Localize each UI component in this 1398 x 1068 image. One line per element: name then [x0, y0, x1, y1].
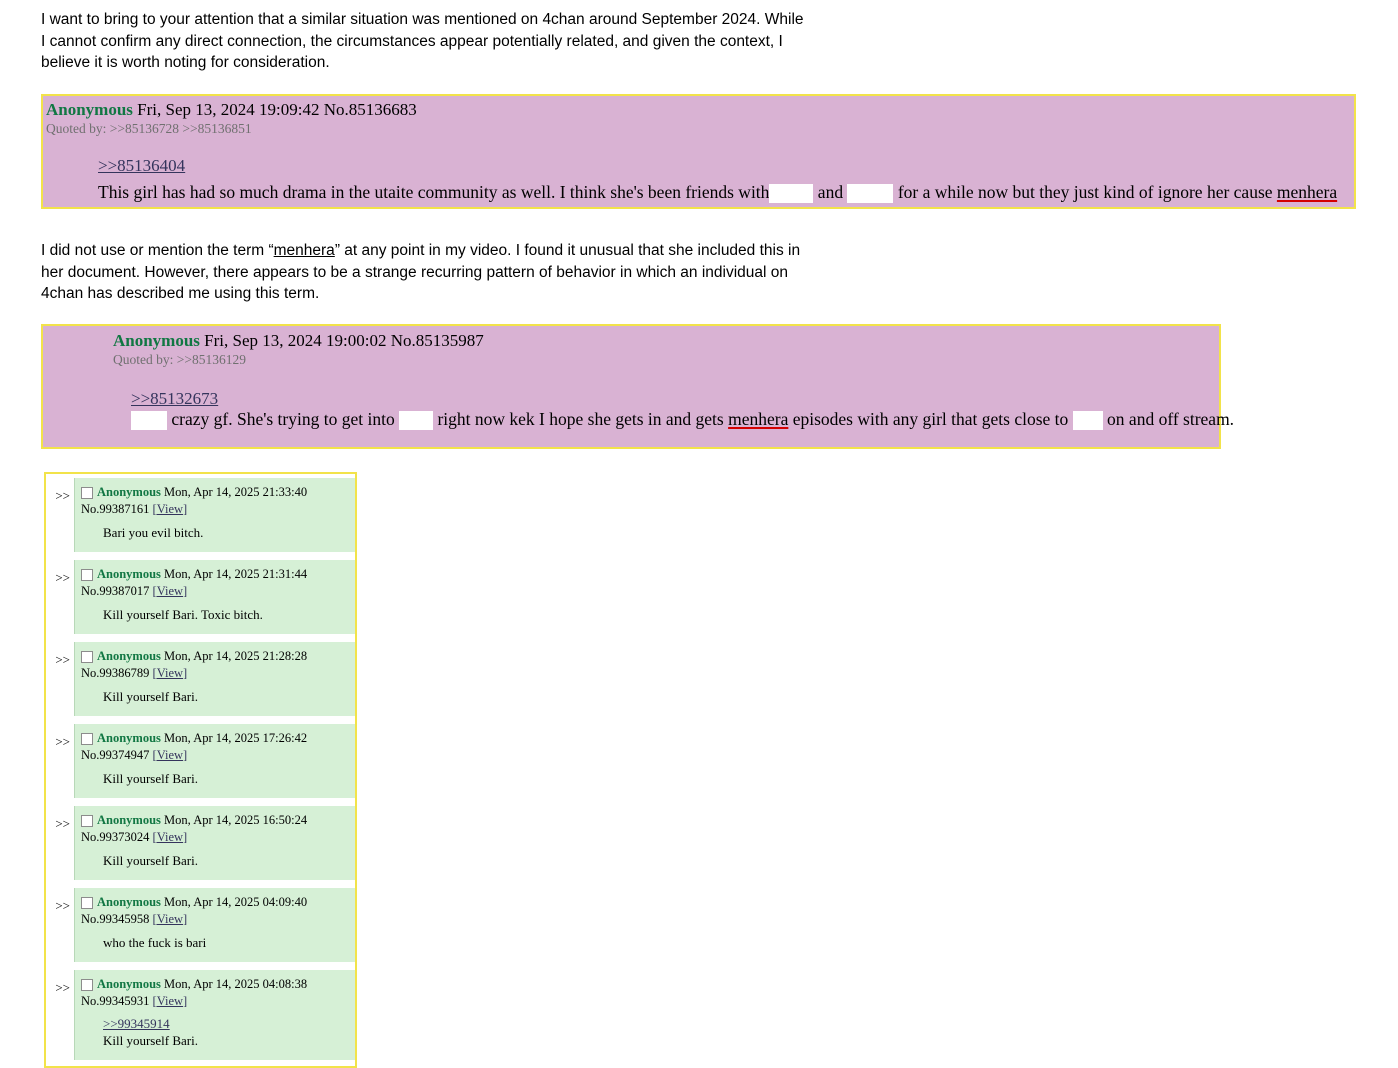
- reply-author: Anonymous: [97, 895, 161, 909]
- reply-marker: >>: [55, 734, 70, 749]
- redaction-box: [399, 411, 433, 430]
- redaction-box: [131, 411, 167, 430]
- post-2-body: [131, 408, 1234, 430]
- post-1-quotelink[interactable]: >>85136404: [98, 156, 186, 175]
- reply-body: [74, 642, 355, 716]
- reply-header: [81, 976, 349, 1009]
- post-2-text-3: episodes with any girl that gets close to: [792, 409, 1069, 429]
- narrative-paragraph-1: I want to bring to your attention that a similar situation was mentioned on 4chan around September 2024. While I cannot confirm any direct connection, the circumstances appear potentially related, and given the context, I believe it is worth noting for consideration.: [41, 11, 804, 71]
- reply-marker: >>: [55, 816, 70, 831]
- post-1-text-3: for a while now but they just kind of ignore her cause: [897, 182, 1273, 202]
- post-2-term-menhera: menhera: [728, 409, 789, 429]
- checkbox-icon[interactable]: [81, 569, 93, 581]
- reply-text: Kill yourself Bari.: [103, 853, 198, 868]
- post-2-quoted-by-links[interactable]: >>85136129: [176, 352, 246, 367]
- reply-author: Anonymous: [97, 731, 161, 745]
- reply-body: [74, 478, 355, 552]
- reply-header: [81, 566, 349, 599]
- reply-postno: No.99345931: [81, 993, 150, 1008]
- reply-view-link[interactable]: [View]: [152, 665, 188, 680]
- reply-body: [74, 560, 355, 634]
- narrative-paragraph-2: [41, 240, 801, 305]
- reply-header: [81, 812, 349, 845]
- post-2-quotelink[interactable]: >>85132673: [131, 389, 219, 408]
- reply-text: Kill yourself Bari.: [103, 771, 198, 786]
- reply-text: who the fuck is bari: [103, 935, 207, 950]
- reply-author: Anonymous: [97, 649, 161, 663]
- list-item: [46, 720, 355, 802]
- reply-text: Kill yourself Bari. Toxic bitch.: [103, 607, 263, 622]
- reply-body: [74, 724, 355, 798]
- reply-date: Mon, Apr 14, 2025 04:08:38: [164, 977, 308, 991]
- reply-author: Anonymous: [97, 977, 161, 991]
- reply-postno: No.99387017: [81, 583, 150, 598]
- post-1-quoted-by: [46, 121, 252, 137]
- list-item: [46, 966, 355, 1064]
- redaction-box: [769, 184, 813, 203]
- reply-date: Mon, Apr 14, 2025 16:50:24: [164, 813, 308, 827]
- post-2-quoted-by: [113, 352, 246, 368]
- post-2-meta: Fri, Sep 13, 2024 19:00:02 No.85135987: [204, 331, 484, 350]
- reply-postno: No.99373024: [81, 829, 150, 844]
- reply-author: Anonymous: [97, 813, 161, 827]
- post-2-text-2: right now kek I hope she gets in and gets: [437, 409, 724, 429]
- reply-author: Anonymous: [97, 567, 161, 581]
- post-2-header: [113, 331, 484, 351]
- reply-list: [44, 472, 357, 1068]
- reply-text: Bari you evil bitch.: [103, 525, 204, 540]
- checkbox-icon[interactable]: [81, 651, 93, 663]
- reply-marker: >>: [55, 980, 70, 995]
- reply-quotelink[interactable]: >>99345914: [103, 1016, 170, 1031]
- reply-date: Mon, Apr 14, 2025 21:33:40: [164, 485, 308, 499]
- reply-marker: >>: [55, 652, 70, 667]
- list-item: [46, 884, 355, 966]
- list-item: [46, 556, 355, 638]
- list-item: [46, 638, 355, 720]
- highlighted-post-1: [41, 94, 1356, 209]
- post-2-text-4: on and off stream.: [1107, 409, 1235, 429]
- highlighted-post-2: [41, 324, 1235, 449]
- post-1-meta: Fri, Sep 13, 2024 19:09:42 No.85136683: [137, 100, 417, 119]
- reply-text: Kill yourself Bari.: [103, 1033, 198, 1048]
- reply-view-link[interactable]: [View]: [152, 829, 188, 844]
- post-2-quoted-by-label: Quoted by:: [113, 352, 174, 367]
- reply-date: Mon, Apr 14, 2025 17:26:42: [164, 731, 308, 745]
- reply-header: [81, 484, 349, 517]
- narrative-paragraph-2-part-1: I did not use or mention the term “: [41, 242, 274, 259]
- list-item: [46, 474, 355, 556]
- reply-text: Kill yourself Bari.: [103, 689, 198, 704]
- checkbox-icon[interactable]: [81, 487, 93, 499]
- reply-header: [81, 730, 349, 763]
- reply-postno: No.99374947: [81, 747, 150, 762]
- reply-header: [81, 894, 349, 927]
- reply-view-link[interactable]: [View]: [152, 747, 188, 762]
- checkbox-icon[interactable]: [81, 815, 93, 827]
- narrative-term-menhera: menhera: [273, 242, 335, 259]
- post-1-term-menhera: menhera: [1276, 182, 1338, 202]
- list-item: [46, 802, 355, 884]
- post-1-text-1: This girl has had so much drama in the utaite community as well. I think she's been friends with: [98, 182, 770, 202]
- post-1-header: [46, 100, 417, 120]
- reply-date: Mon, Apr 14, 2025 21:28:28: [164, 649, 308, 663]
- reply-marker: >>: [55, 488, 70, 503]
- reply-marker: >>: [55, 898, 70, 913]
- checkbox-icon[interactable]: [81, 979, 93, 991]
- reply-postno: No.99345958: [81, 911, 150, 926]
- reply-view-link[interactable]: [View]: [152, 501, 188, 516]
- post-1-quoted-by-label: Quoted by:: [46, 121, 107, 136]
- reply-body: [74, 970, 355, 1060]
- reply-header: [81, 648, 349, 681]
- reply-view-link[interactable]: [View]: [152, 583, 188, 598]
- checkbox-icon[interactable]: [81, 733, 93, 745]
- post-1-body: [98, 181, 1337, 203]
- reply-postno: No.99387161: [81, 501, 150, 516]
- post-2-text-1: crazy gf. She's trying to get into: [171, 409, 395, 429]
- post-1-author: Anonymous: [46, 100, 133, 119]
- reply-view-link[interactable]: [View]: [152, 911, 188, 926]
- redaction-box: [1073, 411, 1103, 430]
- reply-body: [74, 806, 355, 880]
- reply-marker: >>: [55, 570, 70, 585]
- reply-view-link[interactable]: [View]: [152, 993, 188, 1008]
- reply-postno: No.99386789: [81, 665, 150, 680]
- reply-date: Mon, Apr 14, 2025 04:09:40: [164, 895, 308, 909]
- narrative-paragraph-2-part-2: ” at any point in my video. I found it unusual that she included this in her document. However, there appears to be a strange recurring pattern of behavior in which an individual on 4chan has described me using this term.: [41, 242, 801, 302]
- post-1-text-2: and: [817, 182, 844, 202]
- checkbox-icon[interactable]: [81, 897, 93, 909]
- post-1-quoted-by-links[interactable]: >>85136728 >>85136851: [109, 121, 252, 136]
- reply-date: Mon, Apr 14, 2025 21:31:44: [164, 567, 308, 581]
- reply-body: [74, 888, 355, 962]
- post-2-author: Anonymous: [113, 331, 200, 350]
- reply-author: Anonymous: [97, 485, 161, 499]
- redaction-box: [847, 184, 893, 203]
